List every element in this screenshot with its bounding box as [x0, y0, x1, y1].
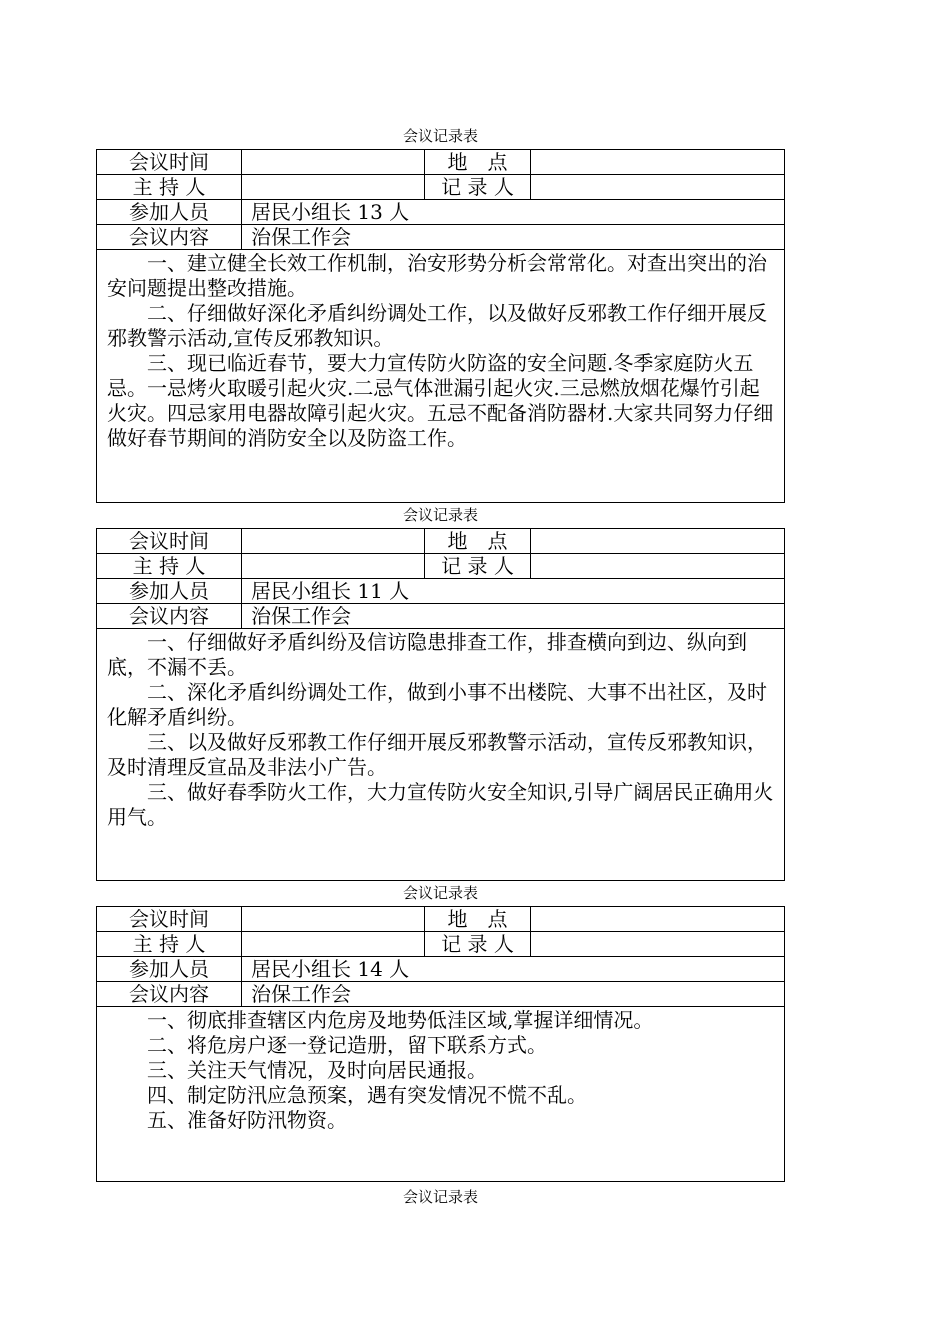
host-value[interactable]	[242, 175, 425, 199]
time-place-row	[97, 907, 784, 932]
notes-paragraph: 二、将危房户逐一登记造册，留下联系方式。	[147, 1033, 547, 1057]
notes-paragraph: 三、做好春季防火工作，大力宣传防火安全知识,引导广阔居民正确用火用气。	[107, 780, 774, 829]
notes-paragraph: 三、以及做好反邪教工作仔细开展反邪教警示活动，宣传反邪教知识，及时清理反宣品及非法小广告。	[107, 730, 767, 779]
time-label: 会议时间	[97, 150, 242, 174]
place-label: 地 点	[425, 907, 531, 931]
meeting-record-table	[96, 906, 785, 1182]
place-value[interactable]	[531, 529, 784, 553]
host-value[interactable]	[242, 554, 425, 578]
attendees-value: 居民小组长 14 人	[251, 957, 410, 981]
notes-paragraph: 一、建立健全长效工作机制，治安形势分析会常常化。对查出突出的治安问题提出整改措施。	[107, 251, 767, 300]
notes-paragraph: 三、关注天气情况，及时向居民通报。	[147, 1058, 487, 1082]
notes-paragraph: 一、仔细做好矛盾纠纷及信访隐患排查工作，排查横向到边、纵向到底，不漏不丢。	[107, 630, 747, 679]
host-label: 主 持 人	[97, 175, 242, 199]
content-row	[97, 604, 784, 629]
host-recorder-row	[97, 554, 784, 579]
recorder-value[interactable]	[531, 932, 784, 956]
attendees-label: 参加人员	[97, 957, 242, 981]
time-value[interactable]	[242, 529, 425, 553]
time-value[interactable]	[242, 907, 425, 931]
notes-paragraph: 一、彻底排查辖区内危房及地势低洼区域,掌握详细情况。	[147, 1008, 654, 1032]
meeting-record-table	[96, 528, 785, 881]
recorder-label: 记 录 人	[425, 932, 531, 956]
attendees-row	[97, 957, 784, 982]
meeting-record-table	[96, 149, 785, 503]
meeting-notes	[97, 1007, 784, 1182]
host-label: 主 持 人	[97, 554, 242, 578]
recorder-label: 记 录 人	[425, 554, 531, 578]
place-value[interactable]	[531, 907, 784, 931]
attendees-label: 参加人员	[97, 200, 242, 224]
time-label: 会议时间	[97, 907, 242, 931]
meeting-notes	[97, 629, 784, 881]
recorder-value[interactable]	[531, 175, 784, 199]
content-value: 治保工作会	[251, 604, 351, 628]
table-caption: 会议记录表	[402, 1188, 478, 1206]
time-label: 会议时间	[97, 529, 242, 553]
time-value[interactable]	[242, 150, 425, 174]
notes-paragraph: 四、制定防汛应急预案，遇有突发情况不慌不乱。	[147, 1083, 587, 1107]
host-recorder-row	[97, 175, 784, 200]
place-value[interactable]	[531, 150, 784, 174]
place-label: 地 点	[425, 529, 531, 553]
content-value: 治保工作会	[251, 982, 351, 1006]
content-label: 会议内容	[97, 604, 242, 628]
table-caption: 会议记录表	[402, 506, 478, 524]
content-label: 会议内容	[97, 982, 242, 1006]
content-label: 会议内容	[97, 225, 242, 249]
table-caption: 会议记录表	[402, 127, 478, 145]
notes-paragraph: 二、深化矛盾纠纷调处工作，做到小事不出楼院、大事不出社区，及时化解矛盾纠纷。	[107, 680, 767, 729]
time-place-row	[97, 150, 784, 175]
recorder-value[interactable]	[531, 554, 784, 578]
recorder-label: 记 录 人	[425, 175, 531, 199]
attendees-row	[97, 200, 784, 225]
time-place-row	[97, 529, 784, 554]
content-value: 治保工作会	[251, 225, 351, 249]
content-row	[97, 982, 784, 1007]
host-value[interactable]	[242, 932, 425, 956]
attendees-label: 参加人员	[97, 579, 242, 603]
notes-paragraph: 五、准备好防汛物资。	[147, 1108, 347, 1132]
host-label: 主 持 人	[97, 932, 242, 956]
notes-paragraph: 二、仔细做好深化矛盾纠纷调处工作，以及做好反邪教工作仔细开展反邪教警示活动,宣传反邪教知识。	[107, 301, 767, 350]
attendees-row	[97, 579, 784, 604]
attendees-value: 居民小组长 11 人	[251, 579, 410, 603]
table-caption: 会议记录表	[402, 884, 478, 902]
host-recorder-row	[97, 932, 784, 957]
attendees-value: 居民小组长 13 人	[251, 200, 410, 224]
place-label: 地 点	[425, 150, 531, 174]
notes-paragraph: 三、现已临近春节，要大力宣传防火防盗的安全问题.冬季家庭防火五忌。一忌烤火取暖引起火灾.二忌气体泄漏引起火灾.三忌燃放烟花爆竹引起火灾。四忌家用电器故障引起火灾。五忌不配备消防器材.大家共同努力仔细做好春节期间的消防安全以及防盗工作。	[107, 351, 774, 450]
meeting-notes	[97, 250, 784, 503]
content-row	[97, 225, 784, 250]
